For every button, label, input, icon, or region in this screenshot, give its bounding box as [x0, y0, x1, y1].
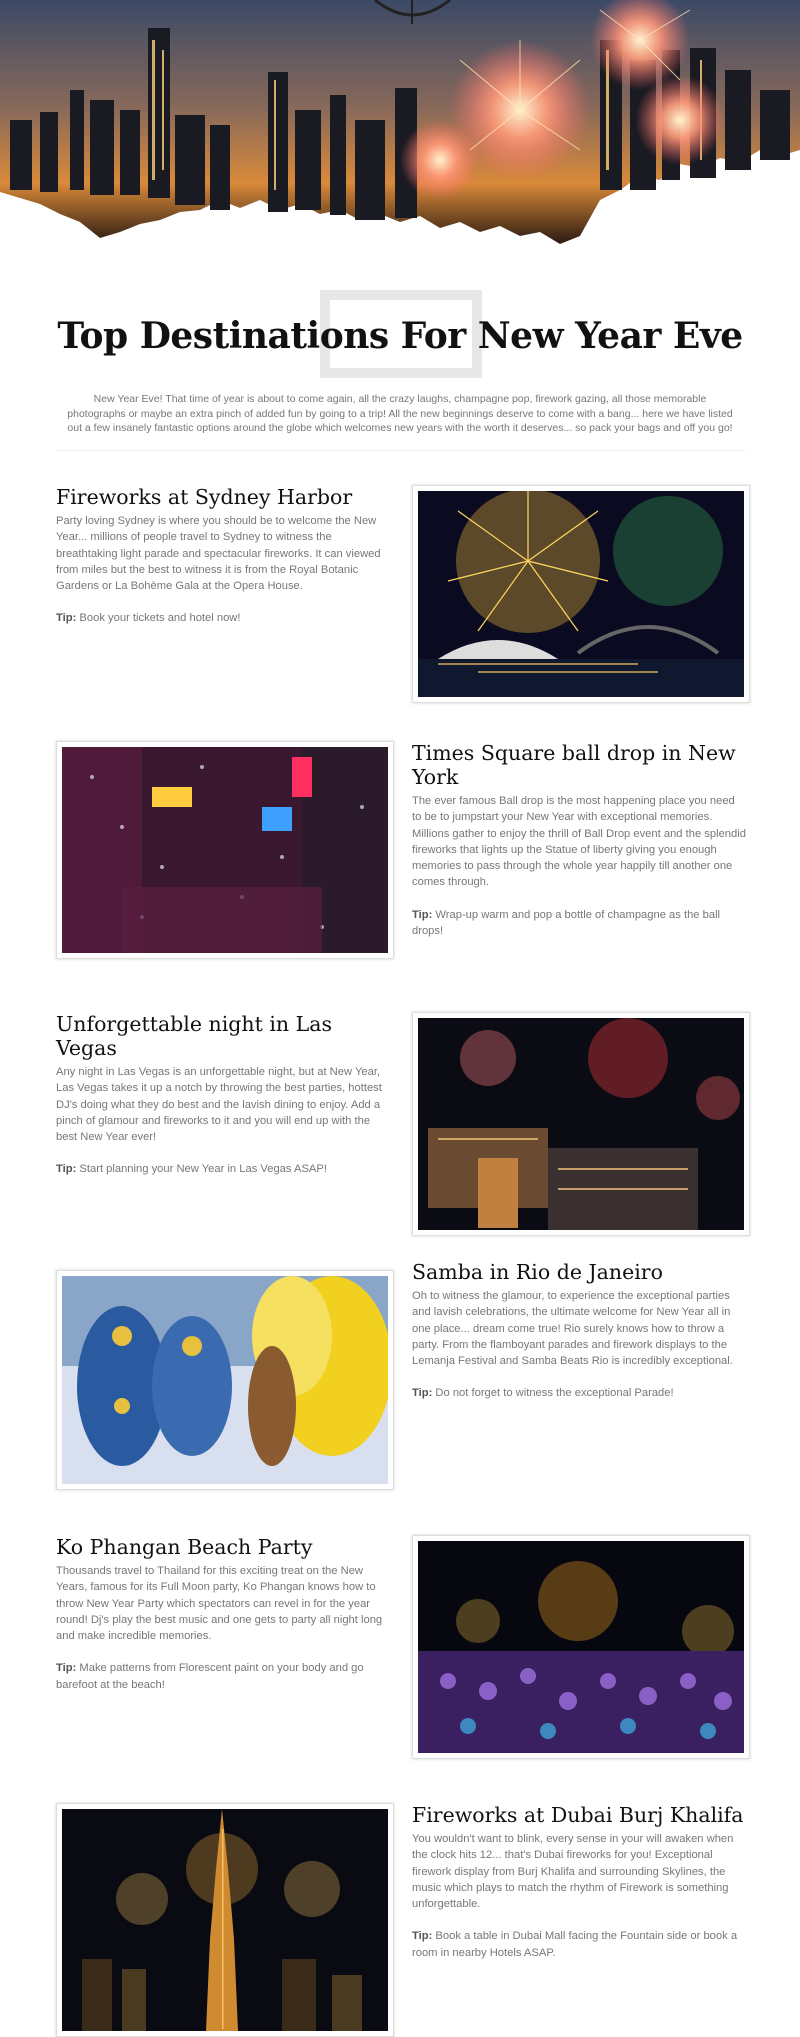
- tip-label: Tip:: [56, 1163, 77, 1176]
- tip-label: Tip:: [412, 908, 433, 921]
- hero-city-fireworks-image: [0, 0, 800, 250]
- destination-description: You wouldn't want to blink, every sense in your will awaken when the clock hits 12... that's Dubai fireworks for you! Exceptional firework display from Burj Khalifa and surrounding Skylines, the music which plays to match the rhythm of Firework is something unforgettable.: [412, 1833, 734, 1911]
- destination-image: [56, 1803, 394, 2037]
- destination-text: [412, 741, 746, 939]
- destination-title: Fireworks at Dubai Burj Khalifa: [412, 1803, 744, 1827]
- tip-label: Tip:: [412, 1930, 433, 1943]
- tip-text: Do not forget to witness the exceptional Parade!: [435, 1387, 674, 1400]
- intro-paragraph: New Year Eve! That time of year is about to come again, all the crazy laughs, champagne pop, firework gazing, all those memorable photographs or maybe an extra pinch of added fun by going to a trip! All the new beginnings deserve to come with a bang... here we have listed out a few insanely fantastic options around the globe which welcomes new years with the worth it deserves... so pack your bags and off you go!: [67, 393, 733, 434]
- destination-title: Ko Phangan Beach Party: [56, 1535, 313, 1559]
- destination-text: [56, 1535, 390, 1693]
- destination-image: [412, 485, 750, 703]
- tip-label: Tip:: [56, 1662, 77, 1675]
- destination-title: Samba in Rio de Janeiro: [412, 1260, 663, 1284]
- destination-description: Oh to witness the glamour, to experience the exceptional parties and lavish celebrations, the ultimate welcome for New Year all in one place... dream come true! Rio surely knows how to throw a party. From the flamboyant parades and firework displays to the Lemanja Festival and Samba Beats Rio is incredibly exceptional.: [412, 1290, 733, 1368]
- destination-text: [412, 1803, 746, 1961]
- page-title: Top Destinations For New Year Eve: [57, 315, 743, 357]
- destination-title: Unforgettable night in Las Vegas: [56, 1012, 332, 1060]
- destination-description: The ever famous Ball drop is the most happening place you need to be to jumpstart your New Year with exceptional memories. Millions gather to enjoy the thrill of Ball Drop event and the splendid fireworks that lights up the Statue of liberty giving you enough memories to pass through the whole year happily till another one comes through.: [412, 795, 746, 889]
- tip-label: Tip:: [56, 612, 77, 625]
- tip-text: Make patterns from Florescent paint on your body and go barefoot at the beach!: [56, 1662, 364, 1691]
- destination-description: Thousands travel to Thailand for this exciting treat on the New Years, famous for its Full Moon party, Ko Phangan knows how to throw New Year Party which spectators can revel in for the year round! Dj's play the best music and one gets to party all night long and make incredible memories.: [56, 1565, 383, 1643]
- destination-tip: [412, 907, 746, 940]
- destination-tip: [56, 1161, 390, 1177]
- divider: [56, 450, 746, 451]
- destination-tip: [412, 1928, 746, 1961]
- tip-text: Book your tickets and hotel now!: [79, 612, 241, 625]
- tip-text: Book a table in Dubai Mall facing the Fountain side or book a room in nearby Hotels ASAP.: [412, 1930, 738, 1959]
- tip-text: Start planning your New Year in Las Vegas ASAP!: [79, 1163, 327, 1176]
- destination-tip: [412, 1385, 746, 1401]
- tip-text: Wrap-up warm and pop a bottle of champagne as the ball drops!: [412, 908, 721, 938]
- destination-description: Party loving Sydney is where you should be to welcome the New Year... millions of people travel to Sydney to witness the breathtaking light parade and spectacular fireworks. It can viewed from miles but the best to witness it is from the Royal Botanic Gardens or La Bohème Gala at the Opera House.: [56, 515, 381, 593]
- destination-tip: [56, 1660, 390, 1693]
- destination-title: Fireworks at Sydney Harbor: [56, 485, 353, 509]
- destination-description: Any night in Las Vegas is an unforgettable night, but at New Year, Las Vegas takes it up a notch by throwing the best parties, hottest DJ's doing what they do best and the lavish dining to enjoy. Add a pinch of glamour and fireworks to it and you will end up with the best New Year ever!: [56, 1066, 382, 1144]
- hero-banner: [0, 0, 800, 250]
- destination-tip: [56, 610, 390, 626]
- destination-text: [56, 1012, 390, 1178]
- destination-image: [56, 741, 394, 959]
- tip-label: Tip:: [412, 1387, 433, 1400]
- destination-title: Times Square ball drop in New York: [412, 741, 736, 789]
- destination-image: [56, 1270, 394, 1490]
- destination-image: [412, 1012, 750, 1236]
- intro-section: [0, 288, 800, 434]
- destination-text: [412, 1260, 746, 1402]
- destination-text: [56, 485, 390, 627]
- destination-image: [412, 1535, 750, 1759]
